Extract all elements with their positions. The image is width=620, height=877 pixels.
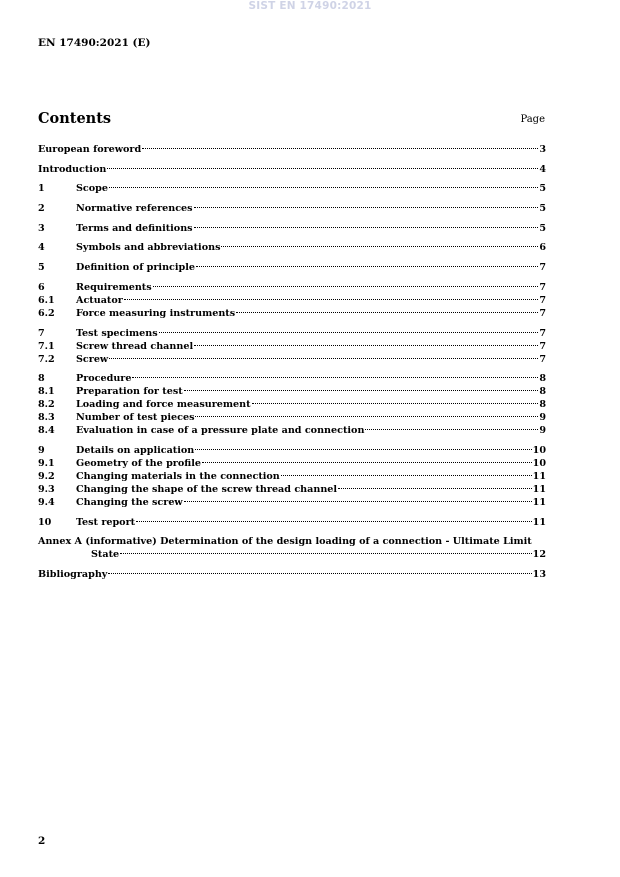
toc-entry-6-1[interactable] xyxy=(38,294,546,307)
toc-title: Screw xyxy=(76,353,109,365)
toc-title: Changing the shape of the screw thread channel xyxy=(76,483,338,495)
toc-entry-8-4[interactable] xyxy=(38,424,546,437)
leader-dots xyxy=(338,488,532,489)
toc-entry-4[interactable] xyxy=(38,241,546,254)
toc-entry-3[interactable] xyxy=(38,222,546,235)
leader-dots xyxy=(281,475,532,476)
leader-dots xyxy=(142,148,538,149)
toc-page: 4 xyxy=(539,163,546,175)
toc-entry-2[interactable] xyxy=(38,202,546,215)
leader-dots xyxy=(236,312,538,313)
toc-number: 7.2 xyxy=(38,353,55,365)
toc-entry-8-1[interactable] xyxy=(38,385,546,398)
toc-page: 5 xyxy=(539,222,546,234)
toc-title: Force measuring instruments xyxy=(76,307,236,319)
leader-dots xyxy=(365,429,538,430)
page-number: 2 xyxy=(38,835,46,847)
toc-title: Definition of principle xyxy=(76,262,195,274)
toc-title: European foreword xyxy=(38,144,142,155)
toc-title: Number of test pieces xyxy=(76,412,195,424)
leader-dots xyxy=(124,299,539,300)
toc-title: Test report xyxy=(76,516,136,528)
toc-annex-continuation xyxy=(38,548,546,561)
toc-title: Preparation for test xyxy=(76,386,183,398)
document-id: EN 17490:2021 (E) xyxy=(38,37,151,49)
toc-title: Loading and force measurement xyxy=(76,399,251,411)
toc-title: Normative references xyxy=(76,203,193,215)
toc-page: 3 xyxy=(539,144,546,155)
leader-dots xyxy=(196,266,538,267)
leader-dots xyxy=(194,207,539,208)
toc-entry-introduction[interactable] xyxy=(38,163,546,176)
leader-dots xyxy=(136,521,532,522)
toc-number: 8 xyxy=(38,373,45,385)
toc-number: 8.2 xyxy=(38,399,55,411)
toc-page: 8 xyxy=(539,399,546,411)
leader-dots xyxy=(108,573,531,574)
table-of-contents xyxy=(38,143,546,581)
toc-number: 8.3 xyxy=(38,412,55,424)
toc-page: 7 xyxy=(539,262,546,274)
toc-entry-6[interactable] xyxy=(38,281,546,294)
toc-page: 7 xyxy=(539,327,546,339)
toc-title: Symbols and abbreviations xyxy=(76,242,221,254)
toc-page: 7 xyxy=(539,353,546,365)
leader-dots xyxy=(184,390,539,391)
toc-number: 3 xyxy=(38,222,45,234)
leader-dots xyxy=(159,332,539,333)
toc-page: 12 xyxy=(532,549,546,561)
toc-title: Introduction xyxy=(38,163,107,175)
toc-title: Geometry of the profile xyxy=(76,457,201,469)
page-column-label: Page xyxy=(520,114,545,125)
leader-dots xyxy=(252,403,539,404)
toc-number: 9.1 xyxy=(38,457,55,469)
leader-dots xyxy=(109,358,538,359)
toc-entry-8-3[interactable] xyxy=(38,411,546,424)
toc-page: 7 xyxy=(539,307,546,319)
leader-dots xyxy=(202,462,532,463)
toc-number: 6.1 xyxy=(38,294,55,306)
toc-page: 10 xyxy=(532,444,546,456)
toc-title: Actuator xyxy=(76,294,123,306)
toc-number: 6.2 xyxy=(38,307,55,319)
toc-number: 10 xyxy=(38,516,52,528)
toc-entry-6-2[interactable] xyxy=(38,307,546,320)
leader-dots xyxy=(184,501,532,502)
toc-title: Screw thread channel xyxy=(76,340,194,352)
toc-page: 7 xyxy=(539,281,546,293)
toc-number: 9 xyxy=(38,444,45,456)
leader-dots xyxy=(195,416,538,417)
leader-dots xyxy=(107,168,538,169)
toc-title-continued: State xyxy=(91,549,120,561)
toc-entry-8-2[interactable] xyxy=(38,398,546,411)
toc-entry-7-1[interactable] xyxy=(38,340,546,353)
toc-entry-bibliography[interactable] xyxy=(38,568,546,581)
contents-title: Contents xyxy=(38,110,112,127)
toc-entry-9[interactable] xyxy=(38,444,546,457)
toc-entry-9-3[interactable] xyxy=(38,483,546,496)
toc-page: 10 xyxy=(532,457,546,469)
leader-dots xyxy=(221,246,538,247)
toc-title: Evaluation in case of a pressure plate and connection xyxy=(76,425,365,437)
toc-page: 9 xyxy=(539,412,546,424)
toc-number: 8.1 xyxy=(38,386,55,398)
toc-page: 7 xyxy=(539,340,546,352)
toc-number: 5 xyxy=(38,262,45,274)
toc-title: Requirements xyxy=(76,281,152,293)
toc-entry-8[interactable] xyxy=(38,372,546,385)
toc-page: 11 xyxy=(532,516,546,528)
leader-dots xyxy=(195,449,531,450)
toc-number: 7.1 xyxy=(38,340,55,352)
watermark: SIST EN 17490:2021 xyxy=(248,0,372,12)
toc-page: 6 xyxy=(539,242,546,254)
toc-page: 5 xyxy=(539,183,546,195)
toc-title: Annex A (informative) Determination of the design loading of a connection - Ultimate Limit xyxy=(38,536,532,548)
toc-title: Bibliography xyxy=(38,568,108,580)
leader-dots xyxy=(194,345,538,346)
toc-title: Changing materials in the connection xyxy=(76,470,280,482)
toc-number: 9.3 xyxy=(38,483,55,495)
toc-entry-10[interactable] xyxy=(38,516,546,529)
toc-page: 7 xyxy=(539,294,546,306)
toc-title: Procedure xyxy=(76,373,132,385)
toc-page: 11 xyxy=(532,496,546,508)
toc-entry-9-1[interactable] xyxy=(38,457,546,470)
toc-entry-5[interactable] xyxy=(38,261,546,274)
toc-title: Terms and definitions xyxy=(76,222,193,234)
toc-title: Changing the screw xyxy=(76,496,183,508)
toc-page: 11 xyxy=(532,470,546,482)
toc-number: 9.2 xyxy=(38,470,55,482)
toc-number: 1 xyxy=(38,183,45,195)
toc-entry-annex-a[interactable] xyxy=(38,535,546,561)
toc-number: 8.4 xyxy=(38,425,55,437)
toc-entry-9-2[interactable] xyxy=(38,470,546,483)
leader-dots xyxy=(153,286,539,287)
leader-dots xyxy=(120,553,532,554)
toc-page: 8 xyxy=(539,386,546,398)
toc-title: Details on application xyxy=(76,444,195,456)
toc-title: Test specimens xyxy=(76,327,158,339)
leader-dots xyxy=(132,377,538,378)
toc-entry-9-4[interactable] xyxy=(38,496,546,509)
toc-number: 2 xyxy=(38,203,45,215)
toc-entry-european-foreword[interactable] xyxy=(38,143,546,156)
toc-entry-7[interactable] xyxy=(38,327,546,340)
toc-page: 11 xyxy=(532,483,546,495)
toc-number: 6 xyxy=(38,281,45,293)
toc-number: 7 xyxy=(38,327,45,339)
toc-number: 9.4 xyxy=(38,496,55,508)
toc-entry-7-2[interactable] xyxy=(38,353,546,366)
toc-page: 5 xyxy=(539,203,546,215)
toc-page: 8 xyxy=(539,373,546,385)
toc-title: Scope xyxy=(76,183,108,195)
toc-page: 9 xyxy=(539,425,546,437)
leader-dots xyxy=(109,187,538,188)
leader-dots xyxy=(194,227,539,228)
toc-number: 4 xyxy=(38,242,45,254)
toc-page: 13 xyxy=(532,568,546,580)
toc-entry-1[interactable] xyxy=(38,182,546,195)
